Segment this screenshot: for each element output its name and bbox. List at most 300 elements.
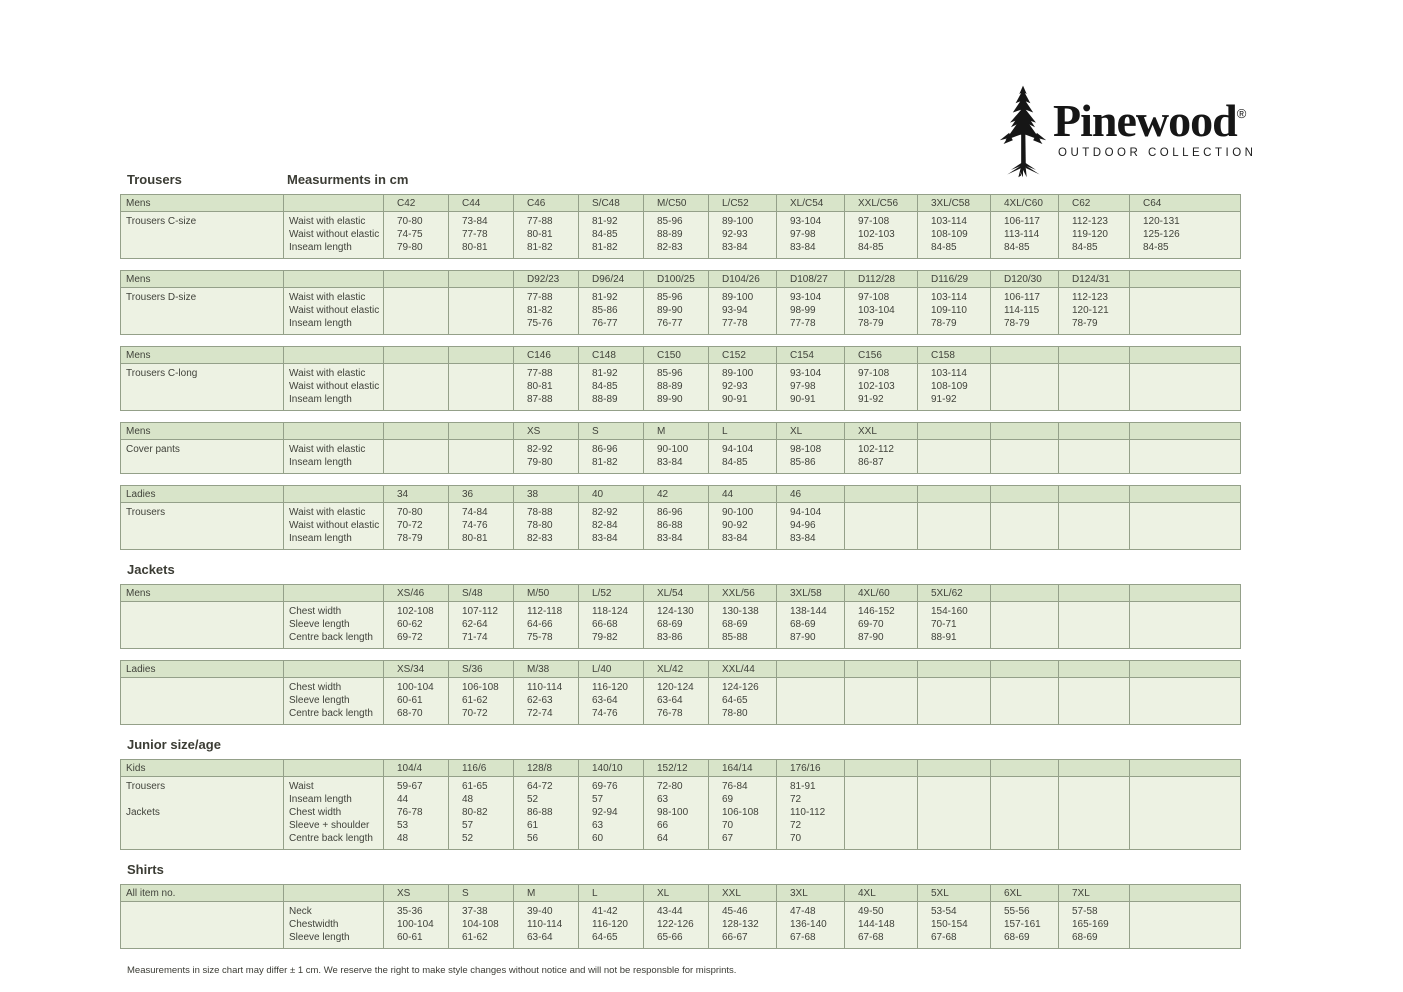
section-heading-row [120,862,1242,877]
col-header-empty [384,347,449,364]
row-label: Centre back length [284,832,384,850]
cell-empty [845,819,918,832]
cell-empty [1130,694,1241,707]
section-junior [120,737,1242,850]
cell-value: 70-80 [384,212,449,229]
cell-empty [449,364,514,381]
cell-value: 89-90 [644,304,709,317]
audience-header: Ladies [121,661,284,678]
col-header: 128/8 [514,760,579,777]
cell-value: 120-131 [1130,212,1241,229]
cell-value: 112-123 [1059,212,1130,229]
col-header-empty [449,347,514,364]
cell-empty [991,631,1059,649]
col-header: D96/24 [579,271,644,288]
cell-empty [384,364,449,381]
cell-value: 78-79 [384,532,449,550]
col-header: D116/29 [918,271,991,288]
cell-empty [1059,819,1130,832]
col-header-empty [284,760,384,777]
cell-value: 85-86 [579,304,644,317]
table-row [121,793,1241,806]
col-header-empty [284,885,384,902]
cell-empty [991,456,1059,474]
section-heading: Junior size/age [127,737,221,752]
cell-value: 82-92 [514,440,579,457]
col-header: XXL [709,885,777,902]
row-group-label-empty [121,819,284,832]
cell-value: 69-70 [845,618,918,631]
cell-value: 70-80 [384,503,449,520]
cell-value: 85-96 [644,288,709,305]
col-header: L [579,885,644,902]
cell-value: 165-169 [1059,918,1130,931]
col-header: XL/54 [644,585,709,602]
cell-value: 86-96 [644,503,709,520]
cell-value: 86-87 [845,456,918,474]
col-header: D92/23 [514,271,579,288]
cell-value: 37-38 [449,902,514,919]
cell-empty [1059,364,1130,381]
cell-empty [991,602,1059,619]
cell-value: 78-80 [514,519,579,532]
cell-empty [1059,440,1130,457]
col-header-empty [449,423,514,440]
cell-value: 61-65 [449,777,514,794]
cell-empty [918,777,991,794]
table-row [121,241,1241,259]
cell-value: 84-85 [1059,241,1130,259]
row-label: Chestwidth [284,918,384,931]
cell-empty [1059,602,1130,619]
cell-value: 98-100 [644,806,709,819]
col-header: 4XL/60 [845,585,918,602]
cell-value: 68-69 [991,931,1059,949]
row-group-label-empty [121,631,284,649]
cell-value: 97-108 [845,288,918,305]
cell-value: 68-70 [384,707,449,725]
cell-value: 106-117 [991,288,1059,305]
cell-value: 48 [384,832,449,850]
row-group-label-empty [121,304,284,317]
row-group-label-empty [121,380,284,393]
cell-value: 83-86 [644,631,709,649]
col-header-empty [1130,423,1241,440]
cell-empty [449,288,514,305]
cell-value: 68-69 [709,618,777,631]
col-header: XS [514,423,579,440]
cell-value: 78-80 [709,707,777,725]
cell-empty [384,304,449,317]
registered-mark: ® [1236,106,1247,121]
row-label: Sleeve + shoulder [284,819,384,832]
cell-value: 81-82 [514,241,579,259]
table-row [121,212,1241,229]
cell-value: 61-62 [449,931,514,949]
col-header: S [579,423,644,440]
cell-value: 88-89 [579,393,644,411]
cell-value: 84-85 [991,241,1059,259]
sections-root [120,172,1242,949]
cell-value: 78-79 [845,317,918,335]
cell-value: 63 [644,793,709,806]
cell-value: 78-79 [918,317,991,335]
cell-value: 78-79 [1059,317,1130,335]
cell-value: 89-90 [644,393,709,411]
col-header-empty [1059,486,1130,503]
cell-value: 66 [644,819,709,832]
cell-value: 146-152 [845,602,918,619]
row-group-label-empty [121,678,284,695]
cell-empty [1059,832,1130,850]
cell-value: 112-123 [1059,288,1130,305]
row-label: Waist with elastic [284,440,384,457]
cell-value: 92-94 [579,806,644,819]
cell-value: 53-54 [918,902,991,919]
col-header: 5XL/62 [918,585,991,602]
cell-empty [1130,678,1241,695]
cell-value: 57-58 [1059,902,1130,919]
cell-value: 90-92 [709,519,777,532]
col-header: D112/28 [845,271,918,288]
row-group-label-empty [121,532,284,550]
section-heading-row [120,562,1242,577]
cell-value: 68-69 [1059,931,1130,949]
cell-value: 63 [579,819,644,832]
cell-empty [845,519,918,532]
cell-value: 130-138 [709,602,777,619]
cell-value: 93-94 [709,304,777,317]
cell-value: 43-44 [644,902,709,919]
col-header-empty [284,423,384,440]
cell-value: 52 [449,832,514,850]
section-jackets [120,562,1242,725]
col-header: 3XL/58 [777,585,845,602]
col-header-empty [284,486,384,503]
cell-empty [1059,618,1130,631]
row-label: Waist without elastic [284,228,384,241]
row-group-label-empty [121,317,284,335]
cell-empty [845,694,918,707]
col-header-empty [991,347,1059,364]
cell-empty [918,440,991,457]
cell-value: 74-84 [449,503,514,520]
cell-value: 71-74 [449,631,514,649]
cell-value: 77-88 [514,364,579,381]
cell-value: 74-75 [384,228,449,241]
cell-value: 89-100 [709,288,777,305]
cell-value: 83-84 [579,532,644,550]
section-heading: Shirts [127,862,164,877]
table-row [121,602,1241,619]
cell-value: 124-126 [709,678,777,695]
cell-empty [1130,532,1241,550]
cell-value: 84-85 [709,456,777,474]
col-header-empty [1059,760,1130,777]
cell-value: 76-78 [644,707,709,725]
cell-value: 49-50 [845,902,918,919]
cell-value: 77-78 [709,317,777,335]
cell-empty [845,532,918,550]
cell-value: 118-124 [579,602,644,619]
col-header-empty [284,347,384,364]
cell-value: 125-126 [1130,228,1241,241]
cell-value: 98-108 [777,440,845,457]
cell-empty [1130,832,1241,850]
cell-value: 92-93 [709,228,777,241]
row-label: Centre back length [284,707,384,725]
table-row [121,317,1241,335]
cell-value: 59-67 [384,777,449,794]
cell-empty [1059,806,1130,819]
cell-value: 79-82 [579,631,644,649]
cell-empty [384,288,449,305]
cell-value: 108-109 [918,228,991,241]
col-header: C154 [777,347,845,364]
cell-value: 77-78 [449,228,514,241]
cell-empty [1130,806,1241,819]
cell-value: 94-96 [777,519,845,532]
cell-value: 56 [514,832,579,850]
col-header: C158 [918,347,991,364]
cell-value: 83-84 [709,532,777,550]
cell-value: 86-96 [579,440,644,457]
cell-value: 48 [449,793,514,806]
cell-value: 70 [709,819,777,832]
col-header: L [709,423,777,440]
cell-empty [845,793,918,806]
cell-empty [918,806,991,819]
cell-value: 64-72 [514,777,579,794]
row-group-label-empty [121,931,284,949]
row-group-label-empty [121,902,284,919]
cell-empty [845,503,918,520]
cell-value: 103-104 [845,304,918,317]
cell-value: 128-132 [709,918,777,931]
disclaimer-note: Measurements in size chart may differ ± 1 cm. We reserve the right to make style changes without notice and will not be responsble for misprints. [127,965,737,976]
col-header-empty [1059,585,1130,602]
cell-empty [1130,931,1241,949]
cell-empty [845,806,918,819]
col-header: 4XL [845,885,918,902]
table-header-row [121,760,1241,777]
row-group-label-empty [121,832,284,850]
cell-value: 67-68 [918,931,991,949]
cell-value: 107-112 [449,602,514,619]
cell-value: 64-66 [514,618,579,631]
row-group-label: Trousers C-size [121,212,284,229]
cell-value: 67-68 [777,931,845,949]
col-header-empty [284,195,384,212]
cell-value: 76-84 [709,777,777,794]
size-table [120,270,1241,335]
row-label: Inseam length [284,532,384,550]
table-header-row [121,347,1241,364]
cell-empty [1130,456,1241,474]
col-header: S/36 [449,661,514,678]
cell-value: 119-120 [1059,228,1130,241]
cell-value: 86-88 [644,519,709,532]
col-header-empty [991,760,1059,777]
col-header: XL [777,423,845,440]
cell-value: 103-114 [918,364,991,381]
cell-value: 39-40 [514,902,579,919]
row-label: Sleeve length [284,931,384,949]
cell-empty [1130,288,1241,305]
cell-value: 93-104 [777,212,845,229]
col-header: L/52 [579,585,644,602]
cell-empty [777,694,845,707]
cell-value: 98-99 [777,304,845,317]
cell-value: 64 [644,832,709,850]
cell-empty [991,393,1059,411]
cell-empty [1130,364,1241,381]
row-label: Neck [284,902,384,919]
table-row [121,228,1241,241]
col-header: 42 [644,486,709,503]
col-header-empty [284,271,384,288]
cell-empty [918,707,991,725]
brand-name: Pinewood [1053,95,1237,146]
cell-value: 63-64 [644,694,709,707]
row-label: Chest width [284,678,384,695]
cell-value: 94-104 [709,440,777,457]
col-header: M/38 [514,661,579,678]
cell-value: 90-91 [777,393,845,411]
cell-value: 97-108 [845,212,918,229]
cell-value: 82-83 [644,241,709,259]
cell-empty [1130,777,1241,794]
size-table [120,884,1241,949]
cell-empty [777,707,845,725]
cell-empty [777,678,845,695]
table-header-row [121,195,1241,212]
row-group-label-empty [121,228,284,241]
row-label: Waist without elastic [284,380,384,393]
cell-value: 47-48 [777,902,845,919]
cell-empty [845,832,918,850]
size-table [120,759,1241,850]
table-row [121,380,1241,393]
col-header: 164/14 [709,760,777,777]
cell-value: 97-108 [845,364,918,381]
cell-value: 88-89 [644,228,709,241]
row-group-label-empty [121,241,284,259]
cell-value: 114-115 [991,304,1059,317]
cell-value: 82-84 [579,519,644,532]
cell-empty [1059,793,1130,806]
col-header: 4XL/C60 [991,195,1059,212]
measurement-unit-heading: Measurments in cm [287,172,409,187]
cell-empty [918,503,991,520]
cell-empty [1130,918,1241,931]
cell-empty [384,456,449,474]
col-header: 38 [514,486,579,503]
cell-value: 45-46 [709,902,777,919]
cell-value: 69-72 [384,631,449,649]
cell-value: 77-88 [514,212,579,229]
cell-value: 73-84 [449,212,514,229]
audience-header: Mens [121,195,284,212]
cell-value: 120-121 [1059,304,1130,317]
col-header: XL/42 [644,661,709,678]
cell-empty [991,793,1059,806]
col-header: C44 [449,195,514,212]
col-header: XL/C54 [777,195,845,212]
row-group-label-empty [121,694,284,707]
cell-value: 80-81 [514,380,579,393]
cell-empty [1130,819,1241,832]
col-header: D120/30 [991,271,1059,288]
col-header: XXL/56 [709,585,777,602]
col-header: XS [384,885,449,902]
cell-value: 68-69 [644,618,709,631]
cell-value: 85-96 [644,212,709,229]
col-header: D100/25 [644,271,709,288]
col-header-empty [845,486,918,503]
cell-value: 66-67 [709,931,777,949]
cell-value: 136-140 [777,918,845,931]
cell-value: 62-63 [514,694,579,707]
size-chart-content [120,172,1242,976]
audience-header: Ladies [121,486,284,503]
row-label: Inseam length [284,793,384,806]
audience-header: Mens [121,585,284,602]
cell-value: 94-104 [777,503,845,520]
cell-value: 116-120 [579,918,644,931]
cell-value: 78-79 [991,317,1059,335]
size-table [120,422,1241,474]
row-label: Inseam length [284,317,384,335]
cell-empty [918,678,991,695]
cell-value: 83-84 [709,241,777,259]
section-shirts [120,862,1242,949]
row-label: Centre back length [284,631,384,649]
col-header: C46 [514,195,579,212]
cell-empty [991,532,1059,550]
row-group-label-empty [121,519,284,532]
cell-value: 61-62 [449,694,514,707]
row-label: Waist with elastic [284,212,384,229]
cell-value: 80-81 [449,241,514,259]
col-header: XXL [845,423,918,440]
cell-value: 76-77 [579,317,644,335]
cell-value: 76-77 [644,317,709,335]
col-header-empty [1130,885,1241,902]
cell-value: 81-91 [777,777,845,794]
cell-empty [918,819,991,832]
cell-value: 72 [777,793,845,806]
cell-empty [991,380,1059,393]
col-header-empty [845,661,918,678]
cell-empty [918,519,991,532]
cell-empty [1130,380,1241,393]
col-header: 7XL [1059,885,1130,902]
col-header-empty [918,760,991,777]
cell-empty [991,694,1059,707]
cell-empty [991,364,1059,381]
audience-header: Mens [121,347,284,364]
col-header-empty [1130,760,1241,777]
cell-empty [991,678,1059,695]
cell-value: 67 [709,832,777,850]
section-heading: Jackets [127,562,175,577]
cell-value: 88-89 [644,380,709,393]
cell-empty [1130,519,1241,532]
row-label: Waist without elastic [284,304,384,317]
col-header: L/40 [579,661,644,678]
cell-value: 78-88 [514,503,579,520]
